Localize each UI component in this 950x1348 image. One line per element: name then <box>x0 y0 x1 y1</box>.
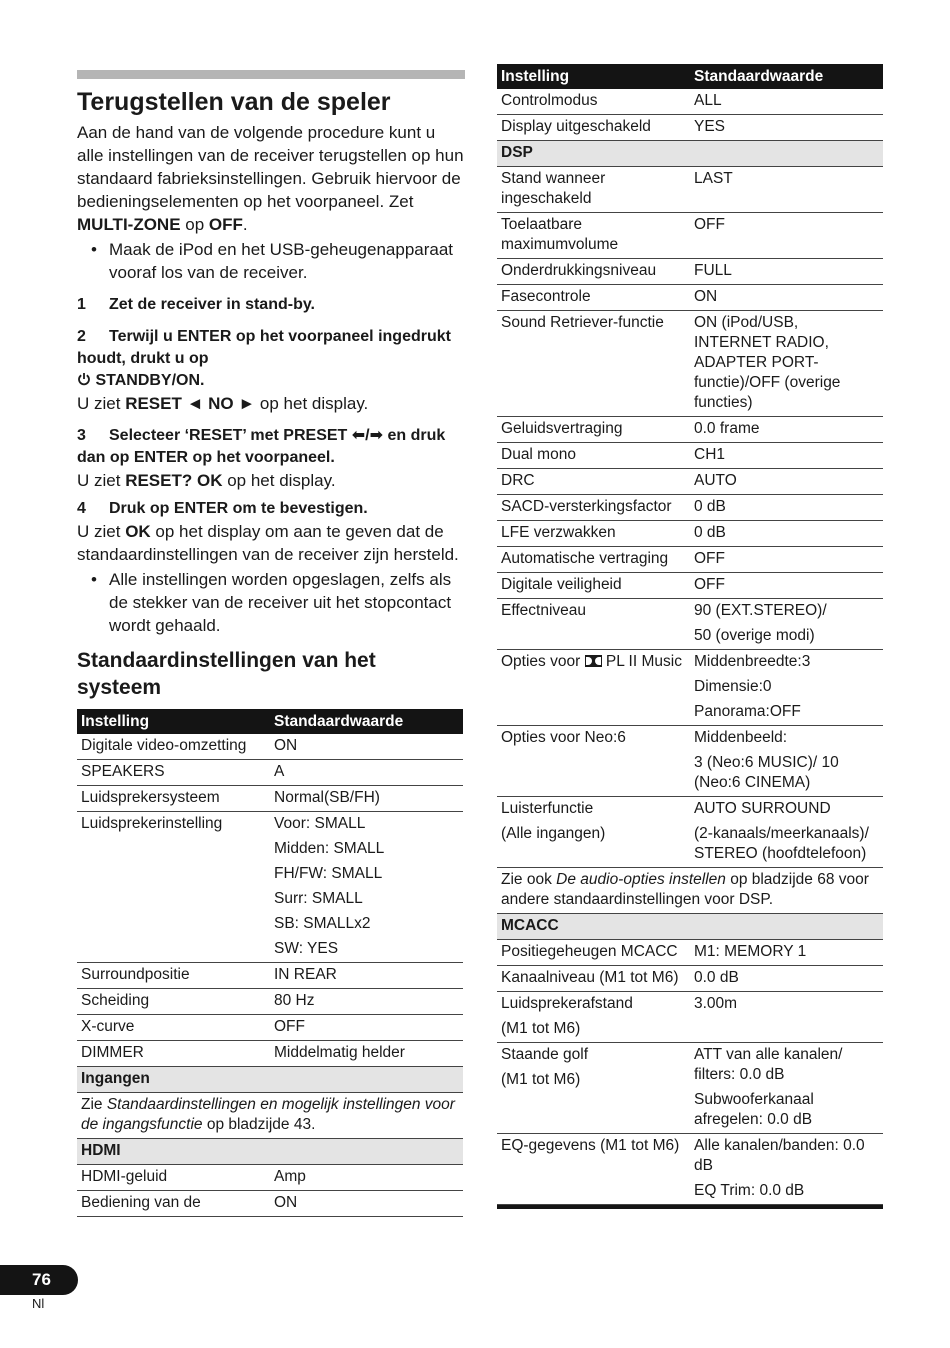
table-row: Luisterfunctie (Alle ingangen) AUTO SURROUND (2-kanaals/meerkanaals)/ STEREO (hoofdtelefoon) <box>497 797 883 868</box>
table-row <box>77 1015 463 1041</box>
default-value-cell: YES <box>690 115 883 141</box>
table-row <box>497 495 883 521</box>
default-value-cell: IN REAR <box>270 963 463 989</box>
setting-cell: Sound Retriever-functie <box>497 311 690 417</box>
section-dsp: DSP <box>497 141 883 167</box>
setting-cell: DRC <box>497 469 690 495</box>
setting-cell: Fasecontrole <box>497 285 690 311</box>
setting-cell: Kanaalniveau (M1 tot M6) <box>497 966 690 992</box>
table-row <box>77 812 463 963</box>
ingangen-note: Zie Standaardinstellingen en mogelijk instellingen voor de ingangsfunctie op bladzijde 43. <box>77 1093 463 1139</box>
table-row <box>497 115 883 141</box>
setting-cell: HDMI-geluid <box>77 1165 270 1191</box>
default-value-cell: Middenbeeld: 3 (Neo:6 MUSIC)/ 10 (Neo:6 CINEMA) <box>690 726 883 797</box>
default-value-cell: 0 dB <box>690 521 883 547</box>
default-value-cell: ON (iPod/USB, INTERNET RADIO, ADAPTER PORT-functie)/OFF (overige functies) <box>690 311 883 417</box>
setting-cell: Luidsprekersysteem <box>77 786 270 812</box>
setting-cell: Toelaatbare maximumvolume <box>497 213 690 259</box>
setting-cell: Scheiding <box>77 989 270 1015</box>
default-value-cell: M1: MEMORY 1 <box>690 940 883 966</box>
default-value-cell: FULL <box>690 259 883 285</box>
table-row <box>77 734 463 760</box>
setting-cell: DIMMER <box>77 1041 270 1067</box>
default-value-cell: OFF <box>690 547 883 573</box>
setting-cell: LFE verzwakken <box>497 521 690 547</box>
table-row <box>497 966 883 992</box>
default-value-cell: OFF <box>690 573 883 599</box>
reset-title: Terugstellen van de speler <box>77 88 391 116</box>
default-value-cell: OFF <box>690 213 883 259</box>
table-row <box>497 213 883 259</box>
default-value-cell: 90 (EXT.STEREO)/ 50 (overige modi) <box>690 599 883 650</box>
table-header <box>497 64 883 89</box>
table-bottom-rule <box>497 1205 883 1209</box>
default-value-cell: ON <box>690 285 883 311</box>
setting-cell: Geluidsvertraging <box>497 417 690 443</box>
defaults-table-right <box>497 64 883 1205</box>
table-row <box>497 547 883 573</box>
bullet-saved: • Alle instellingen worden opgeslagen, zelfs als de stekker van de receiver uit het stopcontact wordt gehaald. <box>91 570 452 635</box>
table-row <box>77 760 463 786</box>
step-3-result: U ziet RESET? OK op het display. <box>77 471 336 490</box>
table-row <box>77 786 463 812</box>
table-row <box>497 167 883 213</box>
table-row <box>77 1041 463 1067</box>
default-value-cell: 0.0 dB <box>690 966 883 992</box>
table-row <box>77 1165 463 1191</box>
table-row <box>497 521 883 547</box>
setting-cell: Opties voor Neo:6 <box>497 726 690 797</box>
table-header <box>77 709 463 734</box>
dolby-icon <box>585 655 602 667</box>
step-4: 4 Druk op ENTER om te bevestigen. <box>77 500 368 517</box>
setting-cell: SACD-versterkingsfactor <box>497 495 690 521</box>
table-row: Opties voor PL II Music Middenbreedte:3 Dimensie:0 Panorama:OFF <box>497 650 883 726</box>
dsp-note: Zie ook De audio-opties instellen op bladzijde 68 voor andere standaardinstellingen voor DSP. <box>497 868 883 914</box>
step-2: 2 Terwijl u ENTER op het voorpaneel ingedrukt houdt, drukt u op STANDBY/ON. <box>77 328 451 389</box>
default-value-cell: Middelmatig helder <box>270 1041 463 1067</box>
table-row <box>497 940 883 966</box>
default-value-cell: Voor: SMALL Midden: SMALL FH/FW: SMALL Surr: SMALL SB: SMALLx2 SW: YES <box>270 812 463 963</box>
setting-cell: Display uitgeschakeld <box>497 115 690 141</box>
table-row <box>497 573 883 599</box>
table-row: EQ-gegevens (M1 tot M6) Alle kanalen/banden: 0.0 dB EQ Trim: 0.0 dB <box>497 1134 883 1205</box>
default-value-cell: LAST <box>690 167 883 213</box>
step-1: 1 Zet de receiver in stand-by. <box>77 296 315 313</box>
setting-cell: Stand wanneer ingeschakeld <box>497 167 690 213</box>
default-value-cell: OFF <box>270 1015 463 1041</box>
default-value-cell: AUTO <box>690 469 883 495</box>
defaults-title: Standaardinstellingen van het systeem <box>77 649 376 699</box>
step-3: 3 Selecteer ‘RESET’ met PRESET ⬅/➡ en druk dan op ENTER op het voorpaneel. <box>77 427 446 466</box>
table-row <box>497 599 883 650</box>
reset-intro: Aan de hand van de volgende procedure kunt u alle instellingen van de receiver terugstellen op hun standaard fabrieksinstellingen. Gebruik hiervoor de bedieningselementen op het voorpaneel. Zet MULTI-ZONE op OFF. <box>77 123 464 234</box>
section-mcacc: MCACC <box>497 914 883 940</box>
page-number-tab: 76 <box>0 1265 78 1295</box>
default-value-cell: CH1 <box>690 443 883 469</box>
setting-cell: Effectniveau <box>497 599 690 650</box>
setting-cell: Controlmodus <box>497 89 690 115</box>
table-row <box>497 443 883 469</box>
section-ingangen: Ingangen <box>77 1067 463 1093</box>
default-value-cell: 0.0 frame <box>690 417 883 443</box>
col-default-header: Standaardwaarde <box>270 709 463 734</box>
default-value-cell: ON <box>270 734 463 760</box>
col-setting-header: Instelling <box>497 64 690 89</box>
setting-cell: Digitale veiligheid <box>497 573 690 599</box>
table-row <box>77 989 463 1015</box>
power-icon <box>77 372 91 386</box>
setting-cell: Digitale video-omzetting <box>77 734 270 760</box>
bullet-disconnect: • Maak de iPod en het USB-geheugenapparaat vooraf los van de receiver. <box>91 240 454 282</box>
table-row <box>77 1191 463 1217</box>
table-row <box>497 469 883 495</box>
setting-cell: Luidsprekerinstelling <box>77 812 270 963</box>
step-4-result: U ziet OK op het display om aan te geven dat de standaardinstellingen van de receiver zijn hersteld. <box>77 522 459 564</box>
default-value-cell: A <box>270 760 463 786</box>
setting-cell: Automatische vertraging <box>497 547 690 573</box>
table-row: Luidsprekerafstand (M1 tot M6) 3.00m <box>497 992 883 1043</box>
default-value-cell: 0 dB <box>690 495 883 521</box>
col-setting-header: Instelling <box>77 709 270 734</box>
section-top-bar <box>77 70 465 79</box>
table-row <box>497 417 883 443</box>
table-row <box>497 311 883 417</box>
page-language: Nl <box>32 1296 45 1311</box>
setting-cell: Onderdrukkingsniveau <box>497 259 690 285</box>
table-row <box>497 726 883 797</box>
default-value-cell: ALL <box>690 89 883 115</box>
table-row <box>77 963 463 989</box>
setting-cell: SPEAKERS <box>77 760 270 786</box>
setting-cell: Bediening van de <box>77 1191 270 1217</box>
col-default-header: Standaardwaarde <box>690 64 883 89</box>
table-row <box>497 285 883 311</box>
table-row <box>497 89 883 115</box>
left-column <box>77 70 465 1217</box>
default-value-cell: Normal(SB/FH) <box>270 786 463 812</box>
default-value-cell: Amp <box>270 1165 463 1191</box>
right-column <box>497 64 883 1209</box>
setting-cell: X-curve <box>77 1015 270 1041</box>
setting-cell: Surroundpositie <box>77 963 270 989</box>
default-value-cell: ON <box>270 1191 463 1217</box>
section-hdmi: HDMI <box>77 1139 463 1165</box>
default-value-cell: 80 Hz <box>270 989 463 1015</box>
step-2-result: U ziet RESET ◄ NO ► op het display. <box>77 394 369 413</box>
table-row <box>497 259 883 285</box>
table-row: Staande golf (M1 tot M6) ATT van alle kanalen/ filters: 0.0 dB Subwooferkanaal afregelen: 0.0 dB <box>497 1043 883 1134</box>
setting-cell: Dual mono <box>497 443 690 469</box>
defaults-table-left <box>77 709 463 1217</box>
setting-cell: Positiegeheugen MCACC <box>497 940 690 966</box>
